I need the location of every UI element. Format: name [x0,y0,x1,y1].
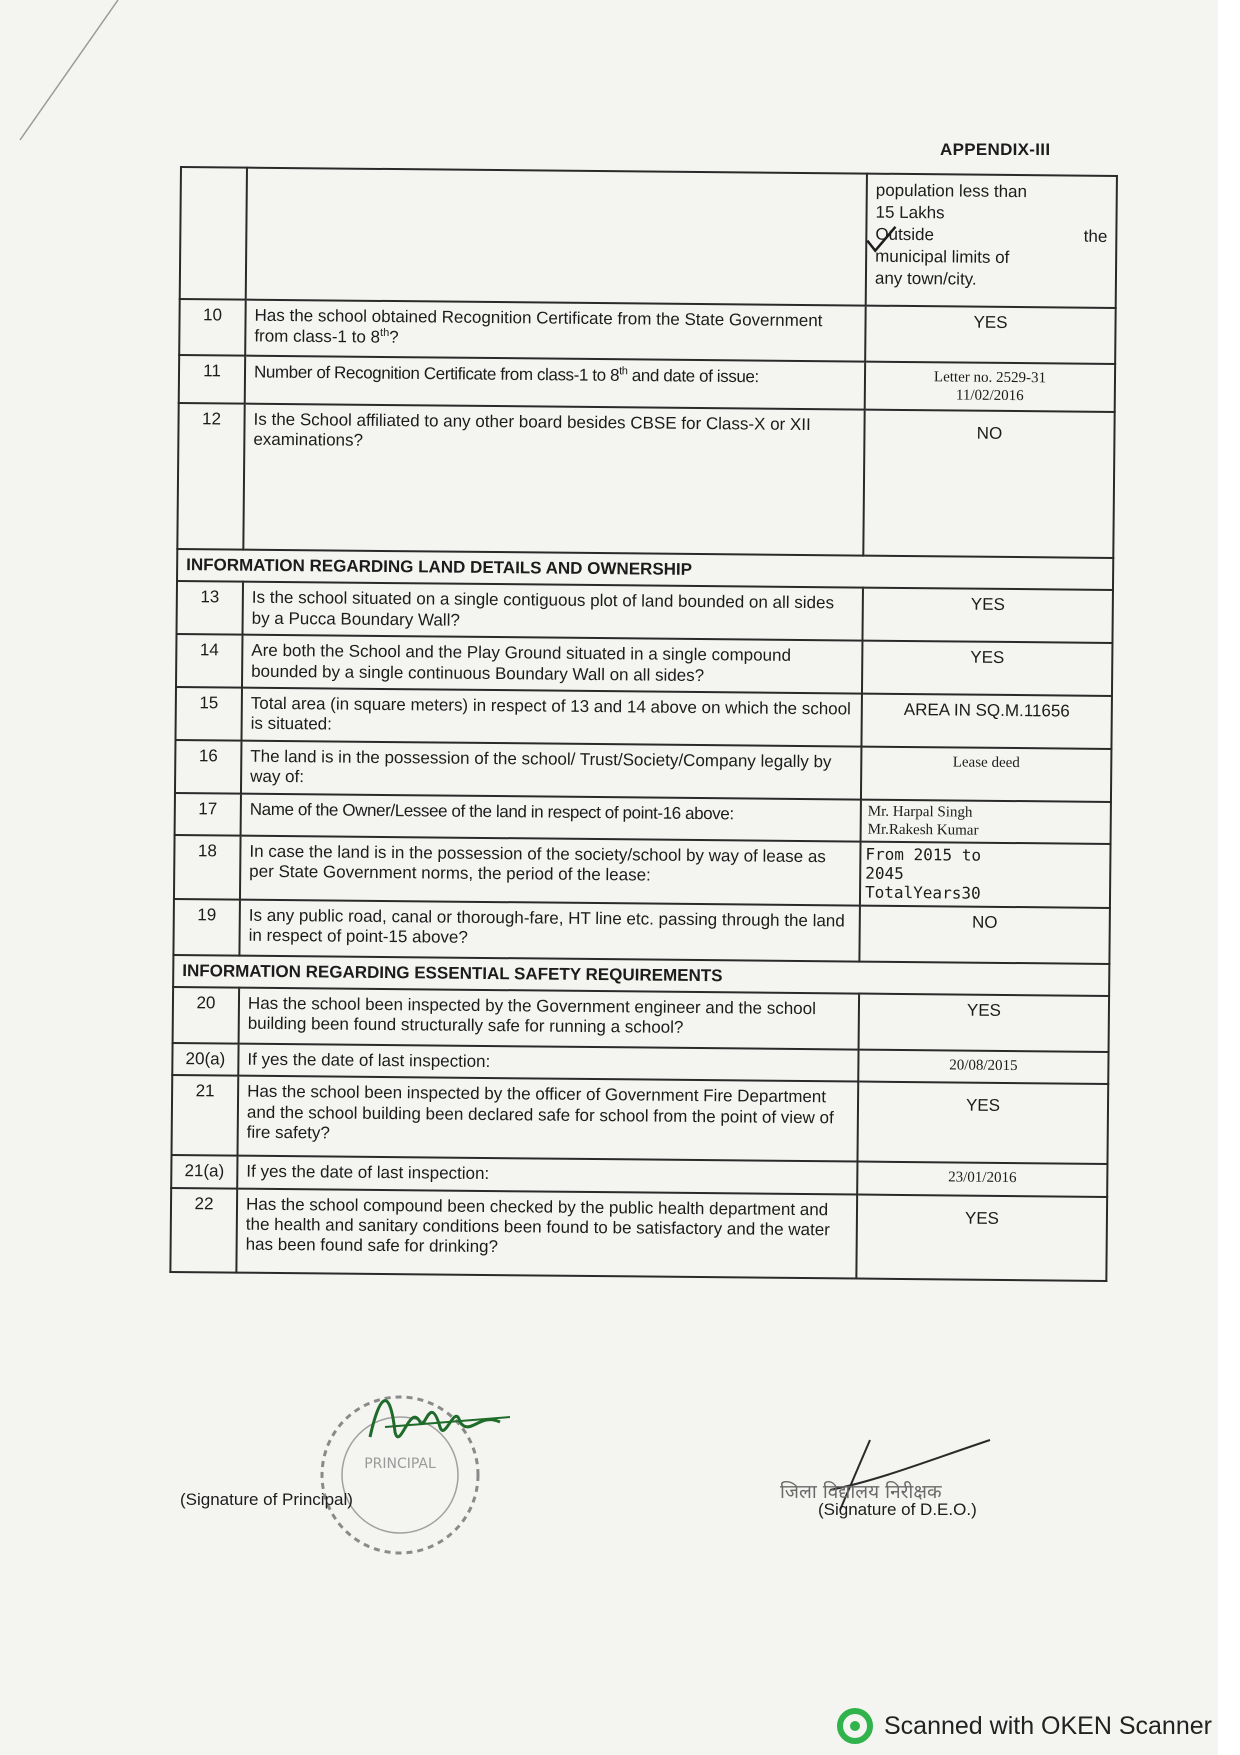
answer-value: NO [863,410,1114,558]
scanner-watermark [836,1707,1212,1745]
row-number: 18 [174,834,241,899]
row-number: 14 [176,634,243,687]
outside-label: Outside [875,224,935,245]
answer-value: NO [859,905,1110,963]
table-row [179,299,1115,364]
question-text: Has the school been inspected by the Government engineer and the school building been found structurally safe for running a school? [239,988,860,1050]
row-number: 21(a) [171,1155,237,1188]
answer-value: YES [856,1194,1107,1280]
deo-hindi-stamp: जिला विद्यालय निरीक्षक [780,1481,942,1503]
answer-value: YES [862,641,1112,696]
question-text-end: ? [389,328,399,348]
page-fold-line [0,0,130,150]
row-number: 15 [175,687,242,740]
answer-cell [866,174,1117,308]
question-text: Are both the School and the Play Ground situated in a single compound bounded by a single continuous Boundary Wall on all sides? [242,635,862,694]
answer-line: Mr. Harpal Singh [867,803,973,821]
question-text: The land is in the possession of the school/ Trust/Society/Company legally by way of: [241,740,861,799]
answer-line: TotalYears30 [864,882,981,903]
checkmark-icon [863,225,897,255]
answer-value: Lease deed [861,746,1111,801]
answer-value: 20/08/2015 [858,1049,1108,1084]
question-text: Is the School affiliated to any other board besides CBSE for Class-X or XII examinations? [243,404,864,556]
answer-value: YES [862,588,1112,643]
question-text: Has the school obtained Recognition Certificate from the State Government from class-1 to 8 [254,305,823,347]
stamp-text: PRINCIPAL [364,1456,436,1472]
answer-cell [860,841,1111,907]
table-row [170,1188,1107,1281]
question-text: If yes the date of last inspection: [237,1156,857,1194]
question-text: Is any public road, canal or thorough-fare, HT line etc. passing through the land in respect of point-15 above? [239,899,860,961]
row-number: 19 [173,898,240,955]
question-text: In case the land is in the possession of the society/school by way of lease as per State Government norms, the period of the lease: [240,835,861,905]
answer-line: 2045 [865,863,904,883]
section-heading-land: INFORMATION REGARDING LAND DETAILS AND OWNERSHIP [177,549,1113,590]
question-cell [245,356,865,410]
question-text: Number of Recognition Certificate from class-1 to 8 [253,362,620,385]
row-number-cell [180,167,247,300]
question-text: Is the school situated on a single contiguous plot of land bounded on all sides by a Pucca Boundary Wall? [243,582,863,641]
question-text: Has the school compound been checked by the public health department and the health and sanitary conditions been found to be satisfactory and the water has been found safe for drinking? [236,1188,857,1278]
superscript: th [619,365,628,378]
the-label: the [1083,226,1108,247]
section-heading-safety: INFORMATION REGARDING ESSENTIAL SAFETY REQUIREMENTS [173,954,1109,995]
question-text-end: and date of issue: [627,365,759,387]
oken-scanner-logo-icon [836,1707,874,1745]
answer-line: Letter no. 2529-31 [933,369,1047,387]
table-row [173,898,1109,963]
question-text: Name of the Owner/Lessee of the land in respect of point-16 above: [241,793,861,841]
answer-value: YES [865,306,1116,364]
row-number: 22 [170,1188,237,1273]
row-number: 10 [179,299,246,356]
table-row [173,987,1109,1052]
row-number: 17 [175,792,241,835]
row-number: 13 [177,581,244,634]
answer-cell [861,799,1111,843]
table-row [172,1075,1109,1164]
question-text: Total area (in square meters) in respect of 13 and 14 above on which the school is situated: [241,688,861,747]
answer-line: population less than [875,180,1028,202]
answer-line: 11/02/2016 [955,387,1024,405]
row-number: 16 [175,740,242,793]
answer-cell [865,362,1115,412]
table-row [177,581,1113,643]
scanner-text: Scanned with OKEN Scanner [884,1711,1212,1740]
table-row [174,834,1111,907]
table-row [177,403,1114,558]
answer-value: YES [859,993,1110,1051]
answer-line: From 2015 to [865,844,982,865]
appendix-label: APPENDIX-III [940,140,1051,159]
answer-line-outside [875,224,1107,248]
answer-line: any town/city. [874,269,977,290]
answer-value: YES [857,1082,1108,1164]
question-cell [246,168,867,306]
table-row [176,634,1112,696]
principal-signature-scribble [360,1382,520,1462]
answer-line: municipal limits of [875,246,1010,268]
answer-line: 15 Lakhs [875,202,945,223]
row-number: 20(a) [172,1043,238,1076]
row-number: 12 [177,403,244,550]
deo-signature-label: (Signature of D.E.O.) [818,1500,977,1519]
answer-value: AREA IN SQ.M.11656 [861,694,1111,749]
row-number: 20 [173,987,240,1044]
row-number: 21 [172,1075,239,1156]
answer-value: 23/01/2016 [857,1162,1107,1197]
question-text: Has the school been inspected by the officer of Government Fire Department and the school building been declared safe for school from the point of view of fire safety? [238,1076,859,1162]
answer-line: Mr.Rakesh Kumar [867,821,979,839]
superscript: th [380,327,390,340]
form-table [169,166,1118,1282]
table-row [175,687,1111,749]
table-row [180,167,1117,308]
question-cell [245,300,866,362]
row-number: 11 [179,355,245,404]
table-row [175,740,1111,802]
principal-signature-label: (Signature of Principal) [180,1490,353,1509]
population-answer [875,180,1108,293]
question-text: If yes the date of last inspection: [238,1044,858,1082]
